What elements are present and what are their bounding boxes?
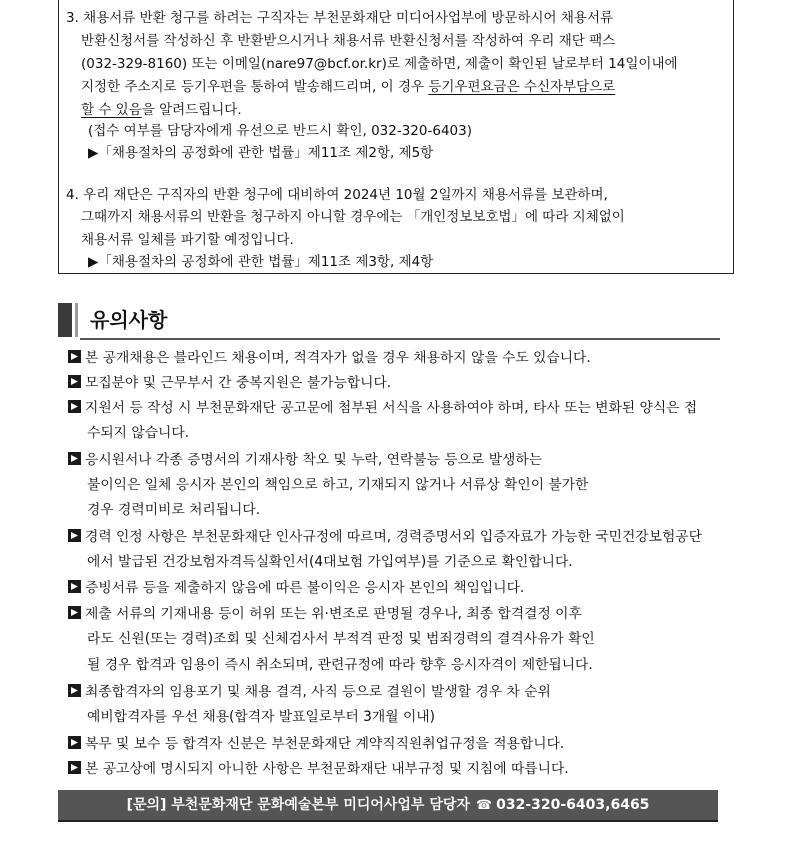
note-item [68, 734, 564, 754]
note-text: 본 공개채용은 블라인드 채용이며, 적격자가 없을 경우 채용하지 않을 수도 있습니다. [85, 350, 591, 366]
note-text-continued: 예비합격자를 우선 채용(합격자 발표일로부터 3개월 이내) [87, 709, 436, 725]
note-item [68, 450, 542, 470]
item3-contact-note: (접수 여부를 담당자에게 유선으로 반드시 확인, 032-320-6403) [88, 123, 472, 139]
arrow-box-icon [68, 350, 81, 363]
item4-line1: 4. 우리 재단은 구직자의 반환 청구에 대비하여 2024년 10월 2일까지 채용서류를 보관하며, [66, 187, 608, 203]
heading-accent-bar [58, 303, 72, 337]
note-text-continued: 경우 경력미비로 처리됩니다. [87, 502, 261, 518]
note-item [68, 759, 569, 779]
item3-line5-underlined: 할 수 있음 [81, 102, 142, 118]
arrow-box-icon [68, 606, 81, 619]
arrow-box-icon [68, 375, 81, 388]
note-text: 본 공고상에 명시되지 아니한 사항은 부천문화재단 내부규정 및 지침에 따릅니다. [85, 761, 569, 777]
arrow-box-icon [68, 580, 81, 593]
note-text-continued: 수되지 않습니다. [87, 425, 190, 441]
item3-line5 [81, 100, 242, 120]
note-item [68, 398, 697, 418]
note-item [68, 604, 582, 624]
note-text: 증빙서류 등을 제출하지 않음에 따른 불이익은 응시자 본인의 책임입니다. [85, 580, 525, 596]
heading-divider [80, 338, 720, 340]
item3-line5-text: 을 알려드립니다. [141, 102, 242, 118]
contact-bar [58, 790, 718, 822]
item3-line3: (032-329-8160) 또는 이메일(nare97@bcf.or.kr)로 제출하면, 제출이 확인된 날로부터 14일이내에 [81, 56, 678, 72]
arrow-box-icon [68, 684, 81, 697]
note-text: 경력 인정 사항은 부천문화재단 인사규정에 따르며, 경력증명서외 입증자료가 가능한 국민건강보험공단 [85, 529, 702, 545]
note-item [68, 348, 591, 368]
arrow-box-icon [68, 529, 81, 542]
note-text-continued: 에서 발급된 건강보험자격득실확인서(4대보험 가입여부)를 기준으로 확인합니다. [87, 554, 573, 570]
item3-law-reference: ▶「채용절차의 공정화에 관한 법률」제11조 제2항, 제5항 [88, 145, 434, 161]
item3-line4-underlined: 등기우편요금은 수신자부담으로 [428, 79, 616, 95]
note-text: 지원서 등 작성 시 부천문화재단 공고문에 첨부된 서식을 사용하여야 하며, 타사 또는 변화된 양식은 접 [85, 400, 698, 416]
item3-line4-text: 지정한 주소지로 등기우편을 통하여 발송해드리며, 이 경우 [81, 79, 429, 95]
item4-line2: 그때까지 채용서류의 반환을 청구하지 아니할 경우에는 「개인정보보호법」에 따라 지체없이 [81, 209, 625, 225]
heading-accent-bar-light [75, 303, 78, 337]
note-item [68, 682, 551, 702]
note-text-continued: 불이익은 일체 응시자 본인의 책임으로 하고, 기재되지 않거나 서류상 확인이 불가한 [87, 477, 589, 493]
contact-phone: 032-320-6403,6465 [496, 797, 650, 813]
note-text-continued: 될 경우 합격과 임용이 즉시 취소되며, 관련규정에 따라 향후 응시자격이 제한됩니다. [87, 657, 593, 673]
item4-line3: 채용서류 일체를 파기할 예정입니다. [81, 232, 294, 248]
note-text: 제출 서류의 기재내용 등이 허위 또는 위·변조로 판명될 경우나, 최종 합격결정 이후 [85, 606, 582, 622]
item3-line2: 반환신청서를 작성하신 후 반환받으시거나 채용서류 반환신청서를 작성하여 우리 재단 팩스 [81, 33, 616, 49]
note-text: 모집분야 및 근무부서 간 중복지원은 불가능합니다. [85, 375, 392, 391]
note-item [68, 373, 391, 393]
arrow-box-icon [68, 761, 81, 774]
note-item [68, 527, 702, 547]
note-text: 최종합격자의 임용포기 및 채용 결격, 사직 등으로 결원이 발생할 경우 차 순위 [85, 684, 551, 700]
arrow-box-icon [68, 400, 81, 413]
item4-law-reference: ▶「채용절차의 공정화에 관한 법률」제11조 제3항, 제4항 [88, 254, 434, 270]
note-text: 복무 및 보수 등 합격자 신분은 부천문화재단 계약직직원취업규정을 적용합니다. [85, 736, 565, 752]
arrow-box-icon [68, 452, 81, 465]
item3-line1: 3. 채용서류 반환 청구를 하려는 구직자는 부천문화재단 미디어사업부에 방문하시어 채용서류 [66, 10, 614, 26]
note-text-continued: 라도 신원(또는 경력)조회 및 신체검사서 부적격 판정 및 범죄경력의 결격사유가 확인 [87, 631, 595, 647]
note-item [68, 578, 524, 598]
phone-icon: ☎ [475, 798, 493, 813]
note-text: 응시원서나 각종 증명서의 기재사항 착오 및 누락, 연락불능 등으로 발생하는 [85, 452, 543, 468]
section-title: 유의사항 [90, 308, 168, 332]
contact-text: [문의] 부천문화재단 문화예술본부 미디어사업부 담당자 [126, 797, 470, 813]
arrow-box-icon [68, 736, 81, 749]
item3-line4 [81, 77, 615, 97]
